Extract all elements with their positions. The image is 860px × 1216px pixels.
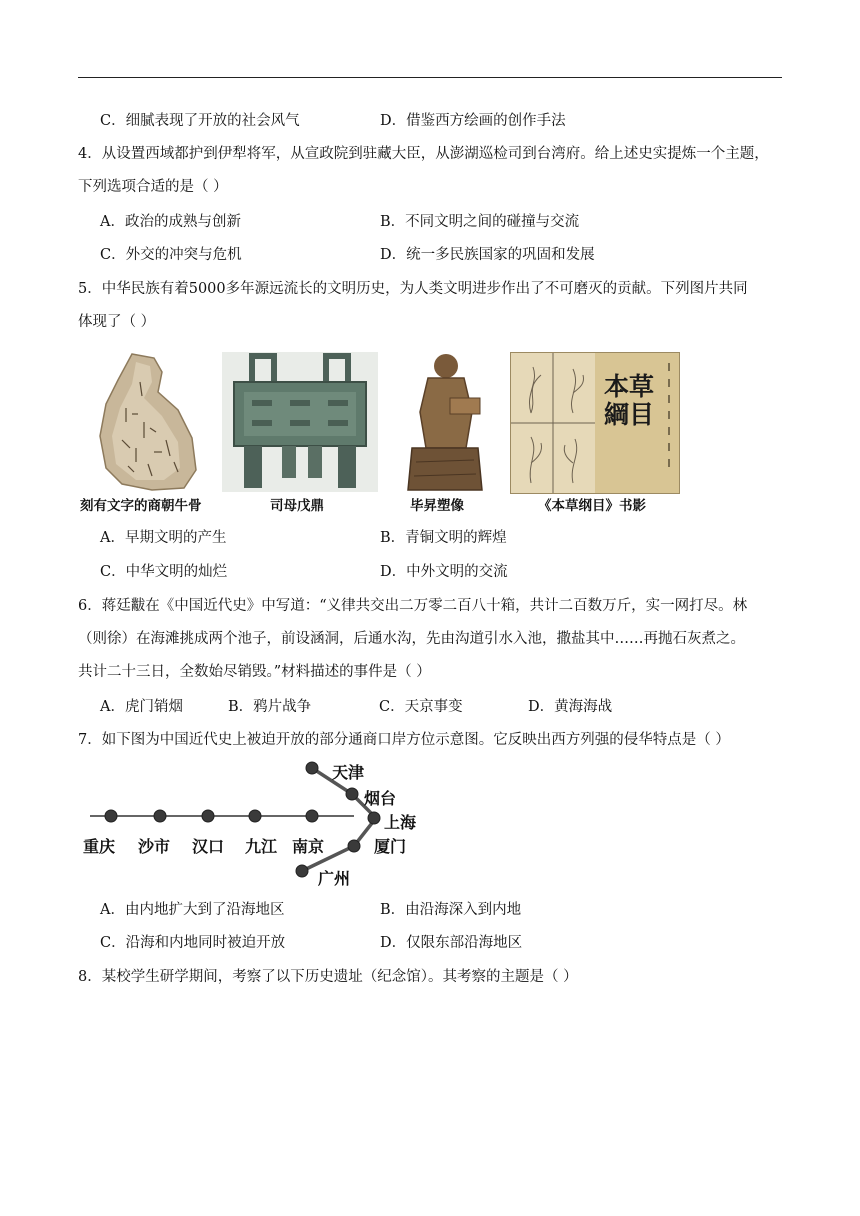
q4-option-d[interactable]: D．统一多民族国家的巩固和发展 bbox=[380, 247, 595, 263]
q5-option-c[interactable]: C．中华文明的灿烂 bbox=[100, 564, 228, 580]
q4-stem-line2: 下列选项合适的是（ ） bbox=[78, 179, 228, 195]
q4-stem-line1: 4．从设置西域都护到伊犁将军，从宣政院到驻藏大臣，从澎湖巡检司到台湾府。给上述史实提炼一个主题， bbox=[78, 146, 769, 162]
map-label-hankou: 汉口 bbox=[192, 837, 225, 856]
q6-option-c[interactable]: C．天京事变 bbox=[379, 699, 463, 715]
caption-bencao: 《本草纲目》书影 bbox=[538, 498, 646, 514]
q7-option-b[interactable]: B．由沿海深入到内地 bbox=[380, 902, 522, 918]
treaty-ports-map bbox=[78, 758, 438, 893]
map-dot-shanghai bbox=[368, 812, 380, 824]
q5-option-b[interactable]: B．青铜文明的辉煌 bbox=[380, 530, 507, 546]
map-label-jiujiang: 九江 bbox=[245, 837, 278, 856]
map-label-shanghai: 上海 bbox=[384, 813, 417, 832]
bi-sheng-statue-image bbox=[402, 352, 488, 492]
header-rule bbox=[78, 77, 782, 78]
map-dot-shashi bbox=[154, 810, 166, 822]
q4-option-a[interactable]: A．政治的成熟与创新 bbox=[100, 214, 241, 230]
book-title: 本草綱目 bbox=[603, 372, 654, 429]
q6-option-a[interactable]: A．虎门销烟 bbox=[100, 699, 183, 715]
q7-option-d[interactable]: D．仅限东部沿海地区 bbox=[380, 935, 523, 951]
q5-option-a[interactable]: A．早期文明的产生 bbox=[100, 530, 227, 546]
map-dot-chongqing bbox=[105, 810, 117, 822]
map-label-nanjing: 南京 bbox=[292, 837, 325, 856]
map-dot-guangzhou bbox=[296, 865, 308, 877]
caption-bi-sheng: 毕昇塑像 bbox=[410, 498, 464, 514]
q3-option-d[interactable]: D．借鉴西方绘画的创作手法 bbox=[380, 113, 566, 129]
map-label-guangzhou: 广州 bbox=[318, 869, 351, 888]
map-dot-jiujiang bbox=[249, 810, 261, 822]
map-label-shashi: 沙市 bbox=[138, 837, 171, 856]
map-label-tianjin: 天津 bbox=[332, 763, 365, 782]
q8-stem: 8．某校学生研学期间，考察了以下历史遗址（纪念馆）。其考察的主题是（ ） bbox=[78, 969, 578, 985]
q6-stem-line1: 6．蒋廷黻在《中国近代史》中写道：“义律共交出二万零二百八十箱，共计二百数万斤，实一网打尽。林 bbox=[78, 598, 748, 614]
bencao-book-image bbox=[510, 352, 680, 494]
q4-option-b[interactable]: B．不同文明之间的碰撞与交流 bbox=[380, 214, 580, 230]
herb-illustrations bbox=[511, 353, 595, 493]
q6-stem-line3: 共计二十三日，全数始尽销毁。”材料描述的事件是（ ） bbox=[78, 664, 431, 680]
map-dot-nanjing bbox=[306, 810, 318, 822]
map-label-yantai: 烟台 bbox=[364, 789, 397, 808]
q7-option-c[interactable]: C．沿海和内地同时被迫开放 bbox=[100, 935, 286, 951]
map-dot-xiamen bbox=[348, 840, 360, 852]
q5-stem-line1: 5．中华民族有着5000多年源远流长的文明历史，为人类文明进步作出了不可磨灭的贡献。下列图片共同 bbox=[78, 281, 748, 297]
q7-stem: 7．如下图为中国近代史上被迫开放的部分通商口岸方位示意图。它反映出西方列强的侵华特点是（ ） bbox=[78, 732, 730, 748]
book-side-text bbox=[659, 353, 679, 493]
q6-option-b[interactable]: B．鸦片战争 bbox=[228, 699, 312, 715]
map-label-chongqing: 重庆 bbox=[83, 837, 116, 856]
q5-stem-line2: 体现了（ ） bbox=[78, 314, 156, 330]
map-dot-yantai bbox=[346, 788, 358, 800]
oracle-bone-image bbox=[92, 352, 204, 492]
q6-stem-line2: （则徐）在海滩挑成两个池子，前设涵洞，后通水沟，先由沟道引水入池，撒盐其中……再抛石灰煮之。 bbox=[78, 631, 745, 647]
map-dot-tianjin bbox=[306, 762, 318, 774]
map-dot-hankou bbox=[202, 810, 214, 822]
q5-option-d[interactable]: D．中外文明的交流 bbox=[380, 564, 508, 580]
q4-option-c[interactable]: C．外交的冲突与危机 bbox=[100, 247, 242, 263]
caption-oracle-bone: 刻有文字的商朝牛骨 bbox=[80, 498, 202, 514]
q3-option-c[interactable]: C．细腻表现了开放的社会风气 bbox=[100, 113, 300, 129]
book-title-page bbox=[595, 353, 679, 493]
bronze-ding-image bbox=[222, 352, 378, 492]
map-label-xiamen: 厦门 bbox=[374, 837, 407, 856]
caption-bronze-ding: 司母戊鼎 bbox=[270, 498, 324, 514]
q7-option-a[interactable]: A．由内地扩大到了沿海地区 bbox=[100, 902, 285, 918]
q6-option-d[interactable]: D．黄海海战 bbox=[528, 699, 613, 715]
